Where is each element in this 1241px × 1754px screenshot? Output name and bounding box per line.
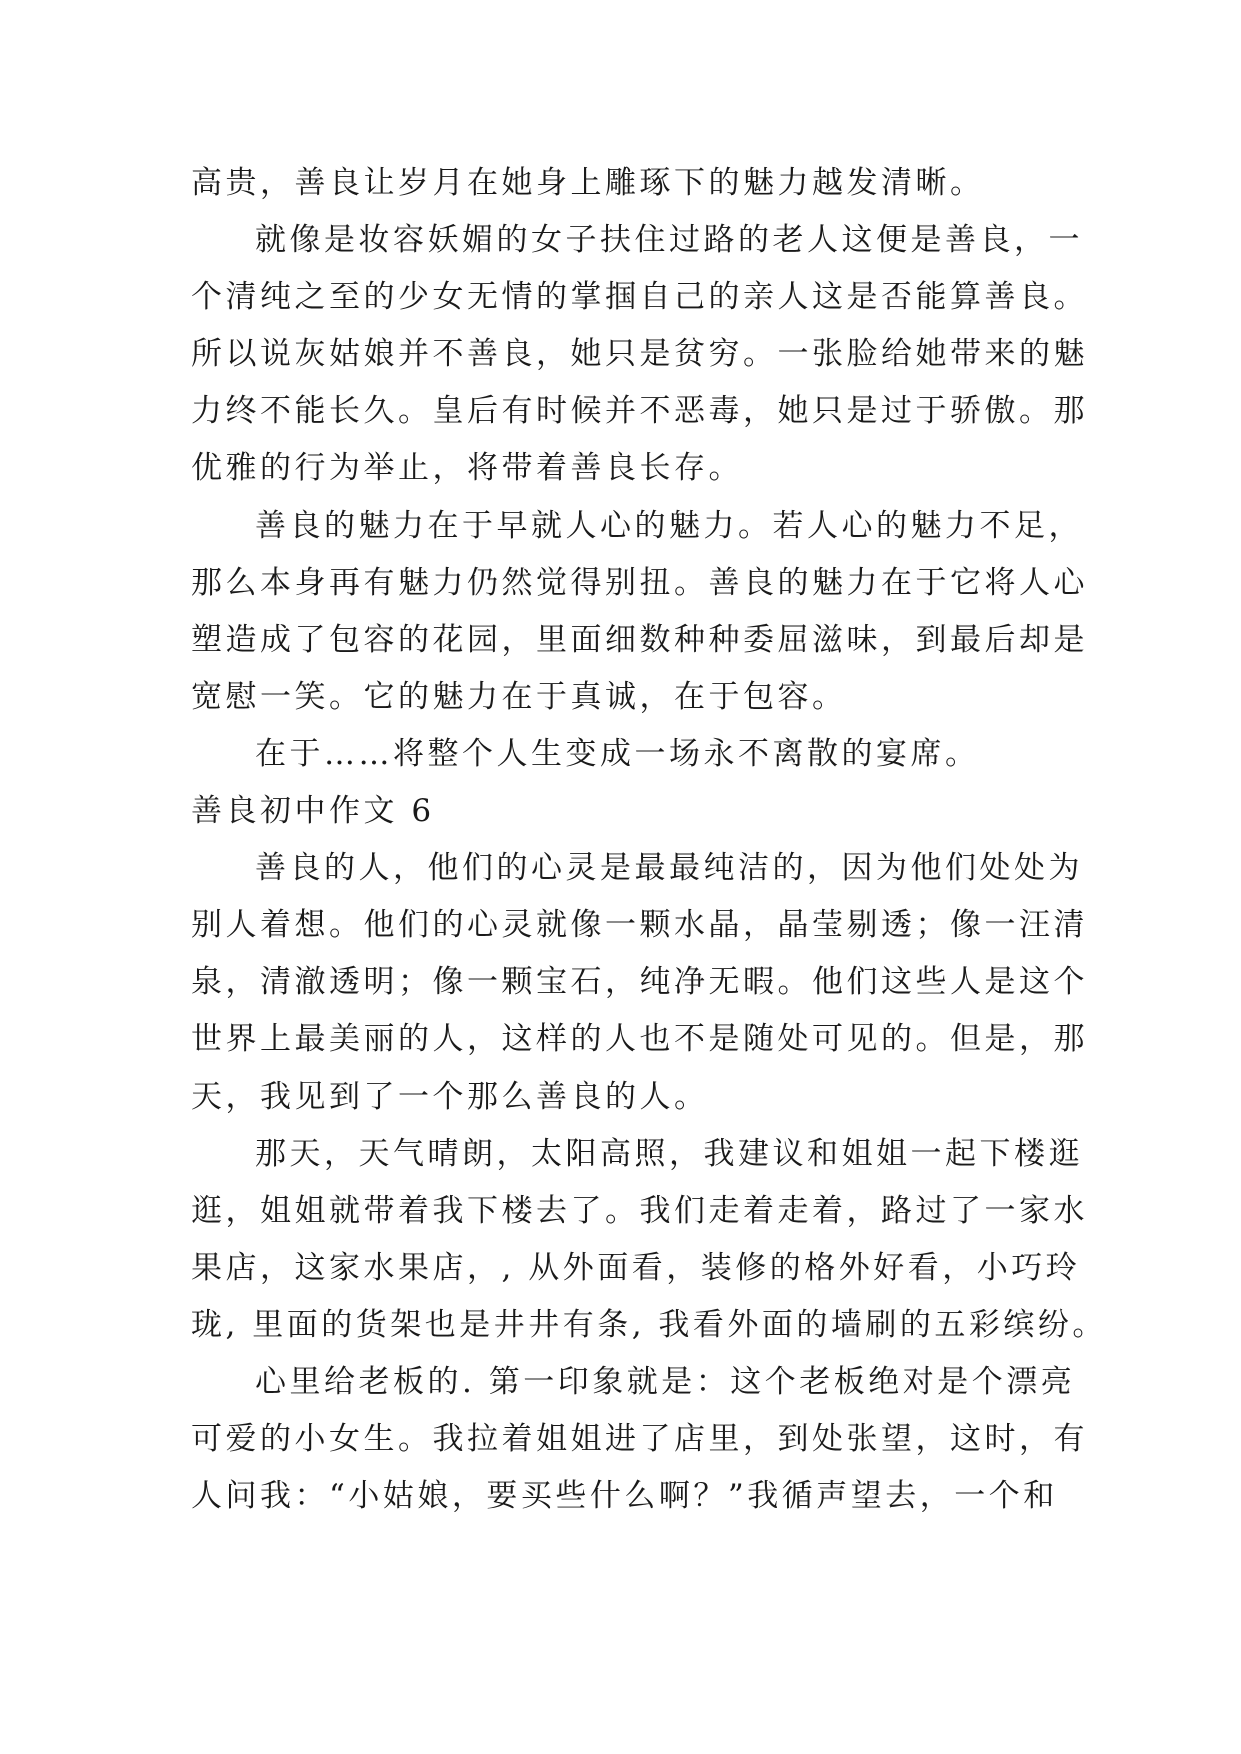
section-heading: 善良初中作文 6: [191, 793, 435, 830]
text-line: 世界上最美丽的人，这样的人也不是随处可见的。但是，那: [191, 1021, 1088, 1058]
document-body: [191, 155, 1107, 1525]
text-line: 别人着想。他们的心灵就像一颗水晶，晶莹剔透；像一汪清: [191, 907, 1088, 944]
text-line: 就像是妆容妖媚的女子扶住过路的老人这便是善良，一: [255, 222, 1083, 259]
text-line: 宽慰一笑。它的魅力在于真诚，在于包容。: [191, 678, 847, 715]
text-line: 善良的魅力在于早就人心的魅力。若人心的魅力不足，: [255, 507, 1083, 544]
text-line: 善良的人，他们的心灵是最最纯洁的，因为他们处处为: [255, 850, 1083, 887]
text-line: 天，我见到了一个那么善良的人。: [191, 1078, 709, 1115]
text-line: 个清纯之至的少女无情的掌掴自己的亲人这是否能算善良。: [191, 279, 1088, 316]
text-line: 那么本身再有魅力仍然觉得别扭。善良的魅力在于它将人心: [191, 564, 1088, 601]
text-line: 所以说灰姑娘并不善良，她只是贫穷。一张脸给她带来的魅: [191, 336, 1088, 373]
text-line: 逛，姐姐就带着我下楼去了。我们走着走着，路过了一家水: [191, 1192, 1088, 1229]
text-line: 人问我：“小姑娘，要买些什么啊？”我循声望去，一个和: [191, 1478, 1058, 1515]
text-line: 在于……将整个人生变成一场永不离散的宴席。: [255, 735, 980, 772]
text-line: 塑造成了包容的花园，里面细数种种委屈滋味，到最后却是: [191, 621, 1088, 658]
text-line: 果店，这家水果店，, 从外面看，装修的格外好看，小巧玲: [191, 1249, 1081, 1286]
text-line: 优雅的行为举止，将带着善良长存。: [191, 450, 743, 487]
text-line: 那天，天气晴朗，太阳高照，我建议和姐姐一起下楼逛: [255, 1135, 1083, 1172]
text-line: 心里给老板的. 第一印象就是：这个老板绝对是个漂亮: [255, 1363, 1076, 1400]
text-line: 珑, 里面的货架也是井井有条, 我看外面的墙刷的五彩缤纷。: [191, 1306, 1107, 1343]
text-line: 可爱的小女生。我拉着姐姐进了店里，到处张望，这时，有: [191, 1421, 1088, 1458]
text-line: 泉，清澈透明；像一颗宝石，纯净无暇。他们这些人是这个: [191, 964, 1088, 1001]
text-line: 力终不能长久。皇后有时候并不恶毒，她只是过于骄傲。那: [191, 393, 1088, 430]
text-line: 高贵，善良让岁月在她身上雕琢下的魅力越发清晰。: [191, 165, 985, 201]
